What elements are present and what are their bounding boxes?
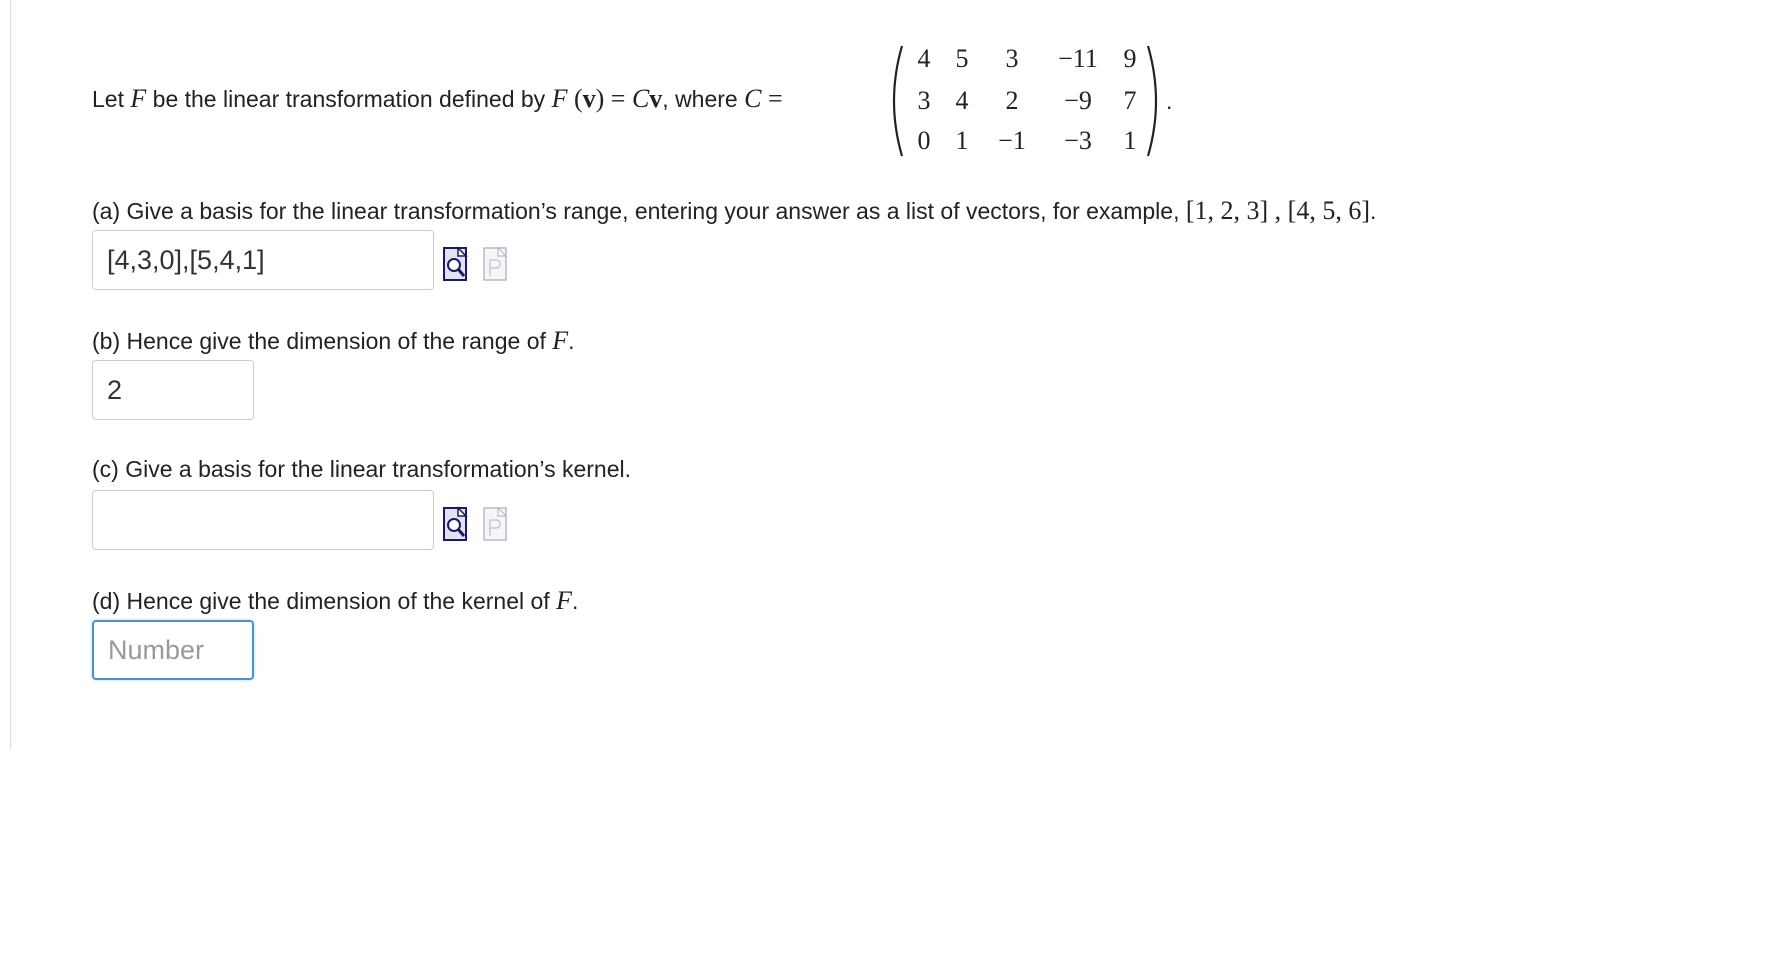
math-var-f: F	[130, 84, 147, 113]
part-d-answer-input[interactable]	[92, 620, 254, 680]
part-d-question	[92, 586, 578, 616]
part-a-text: (a) Give a basis for the linear transformation’s range, entering your answer as a list of vectors, for example,	[92, 198, 1186, 224]
matrix-cell-r2c2: 4	[955, 86, 969, 115]
math-equation: F (v) = Cv	[551, 84, 663, 113]
part-a-end: .	[1370, 198, 1377, 224]
matrix-cell-r3c3: −1	[998, 126, 1026, 155]
part-a-answer-input[interactable]	[92, 230, 434, 290]
matrix-cell-r1c2: 5	[955, 44, 969, 73]
matrix-c	[884, 40, 1164, 160]
part-a-question	[92, 196, 1376, 226]
matrix-cell-r1c4: −11	[1058, 44, 1098, 73]
part-d-end: .	[571, 588, 579, 614]
matrix-period: .	[1166, 88, 1173, 114]
part-b-answer-input[interactable]	[92, 360, 254, 420]
matrix-cell-r1c1: 4	[917, 44, 931, 73]
math-c-equals: C =	[744, 84, 783, 113]
part-a-example: [1, 2, 3] , [4, 5, 6]	[1185, 196, 1370, 225]
magnifier-preview-icon[interactable]	[442, 506, 470, 542]
intro-text-where: , where	[662, 86, 745, 112]
intro-text-be: be the linear transformation defined by	[146, 86, 552, 112]
left-border-rule	[10, 0, 11, 750]
intro-text-let: Let	[92, 86, 131, 112]
matrix-cell-r1c5: 9	[1123, 44, 1137, 73]
matrix-cell-r2c5: 7	[1123, 86, 1137, 115]
matrix-cell-r3c4: −3	[1064, 126, 1092, 155]
matrix-cell-r3c1: 0	[917, 126, 931, 155]
math-var-f-b: F	[552, 326, 569, 355]
matrix-cell-r2c4: −9	[1064, 86, 1092, 115]
matrix-cell-r3c5: 1	[1123, 126, 1137, 155]
matrix-cell-r1c3: 3	[1005, 44, 1019, 73]
part-b-question	[92, 326, 575, 356]
part-d-text: (d) Hence give the dimension of the kernel of	[92, 588, 557, 614]
part-c-question	[92, 456, 631, 483]
document-icon[interactable]	[482, 246, 510, 282]
matrix-cell-r2c1: 3	[917, 86, 931, 115]
part-b-text: (b) Hence give the dimension of the range of	[92, 328, 553, 354]
matrix-cell-r2c3: 2	[1005, 86, 1019, 115]
math-var-f-d: F	[556, 586, 572, 615]
part-c-answer-input[interactable]	[92, 490, 434, 550]
matrix-cell-r3c2: 1	[955, 126, 969, 155]
problem-statement	[92, 84, 783, 114]
magnifier-preview-icon[interactable]	[442, 246, 470, 282]
part-c-text: (c) Give a basis for the linear transformation’s kernel.	[92, 456, 632, 482]
part-b-end: .	[568, 328, 575, 354]
document-icon[interactable]	[482, 506, 510, 542]
